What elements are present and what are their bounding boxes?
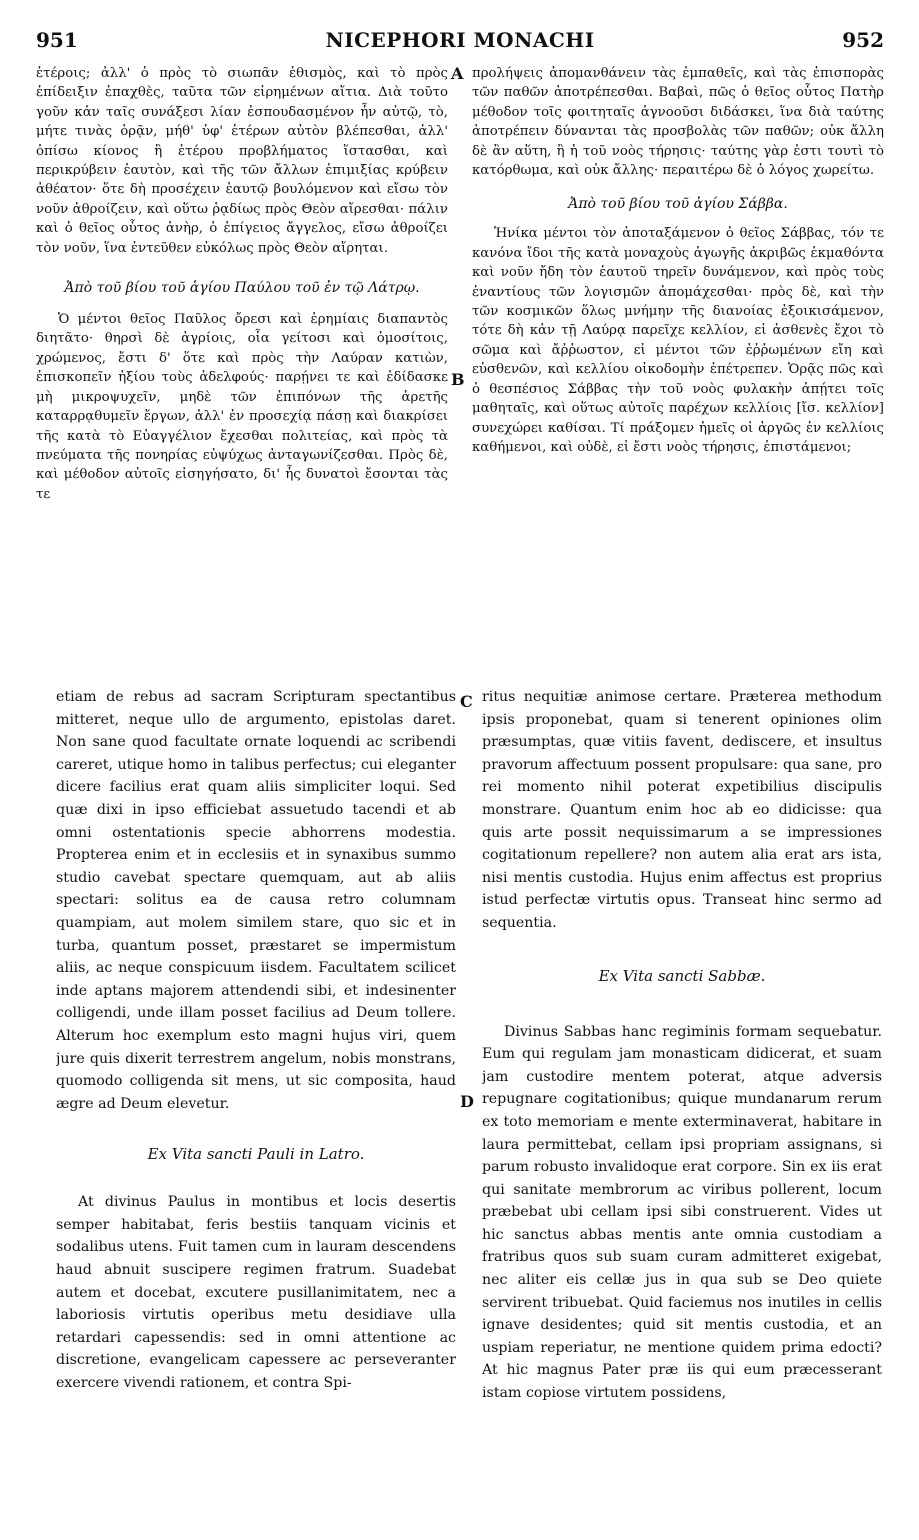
running-header xyxy=(36,28,884,58)
greek-right-paragraph-2: Ἡνίκα μέντοι τὸν ἀποταξάμενον ὁ θεῖος Σάββας, τόν τε κανόνα ἴδοι τῆς κατὰ μοναχοὺς ἀγωγῆς ἀκριβῶς ἐκμαθόντα καὶ νοῦν ἤδη τὸν ἑαυτοῦ τηρεῖν δυνάμενον, καὶ πρὸς τοὺς ἐναντίους τῶν λογισμῶν ἀπομάχεσθαι· πρὸς δὲ, καὶ τὴν τῶν κοσμικῶν ὅλως μνήμην τῆς διανοίας ἐξοικισάμενον, τότε δὴ κἀν τῇ Λαύρᾳ παρεῖχε κελλίον, εἰ ἀσθενὲς ἔχοι τὸ σῶμα καὶ ἄῤῥωστον, εἰ μέντοι τῶν ἐῤῥωμένων εἴη καὶ εὐσθενῶν, καὶ κελλίου οἰκοδομὴν ἐπέτρεπεν. Ὁρᾷς πῶς καὶ ὁ θεσπέσιος Σάββας τὴν τοῦ νοὸς φυλακὴν ἀπῄτει τοῖς μαθηταῖς, καὶ οὕτως αὐτοῖς παρέχων κελλίοις [ἴσ. κελλίον] συνεχώρει καθίσαι. Τί πράξομεν ἡμεῖς οἱ ἀργῶς ἐν κελλίοις καθήμενοι, καὶ οὐδὲ, εἰ ἔστι νοὸς τήρησις, ἐπιστάμενοι; xyxy=(472,226,884,455)
running-title: NICEPHORI MONACHI xyxy=(325,28,595,52)
latin-left-heading: Ex Vita sancti Pauli in Latro. xyxy=(147,1145,365,1164)
greek-left-paragraph-1: ἑτέροις; ἀλλ' ὁ πρὸς τὸ σιωπᾶν ἐθισμὸς, καὶ τὸ πρὸς ἐπίδειξιν ἐπαχθὲς, ταῦτα τῶν εἰρημένων αἴτια. Διὰ τοῦτο γοῦν κἀν ταῖς συνάξεσι λίαν ἐσπουδασμένον ἦν αὐτῷ, τὸ, μήτε τινὰς ὁρᾷν, μήθ' ὑφ' ἑτέρων αὐτὸν βλέπεσθαι, ἀλλ' ὀπίσω κίονος ἢ ἑτέρου προβλήματος ἵστασθαι, καὶ περικρύβειν ἑαυτὸν, καὶ τῆς τῶν ἄλλων ἐπιμιξίας κρύβειν ἀθέατον· ὅτε δὴ προσέχειν ἑαυτῷ βουλόμενον καὶ εἴσω τὸν νοῦν ἀθροίζειν, καὶ οὕτω ῥᾳδίως πρὸς Θεὸν αἴρεσθαι· πάλιν καὶ ὁ θεῖος οὗτος ἀνὴρ, ὁ ἐπίγειος ἄγγελος, εἴσω ἀθροίζει τὸν νοῦν, ἵνα ἐντεῦθεν εὐκόλως πρὸς Θεὸν αἴρηται. xyxy=(36,66,448,256)
greek-right-column xyxy=(472,64,884,624)
latin-right-column xyxy=(482,686,882,1456)
greek-right-heading: Ἀπὸ τοῦ βίου τοῦ ἁγίου Σάββα. xyxy=(568,196,788,213)
page-number-right: 952 xyxy=(842,28,884,52)
latin-left-paragraph-1: etiam de rebus ad sacram Scripturam spectantibus mitteret, neque ullo de argumento, epistolas daret. Non sane quod facultate ornate loquendi ac scribendi careret, utique homo in talibus perfectus; cui eleganter dicere facilius erat quam aliis simpliciter loqui. Sed quæ dixi in ipso efficiebat assuetudo tacendi et ab omni ostentationis specie abhorrens modestia. Propterea enim et in ecclesiis et in synaxibus summo studio cavebat spectare quemquam, aut ab aliis spectari: solitus ea de causa retro columnam quampiam, aut molem similem stare, quo sic et in turba, quantum posset, præstaret se impermistum aliis, ac neque conspicuum iisdem. Facultatem scilicet inde aptans majorem attendendi sibi, et indesinenter colligendi, unde illam posset facilius ad Deum tollere. Alterum hoc exemplum esto magni hujus viri, quem jure quis dixerit terrestrem angelum, nobis monstrans, quomodo colligenda sit mens, ut sic composita, haud ægre ad Deum elevetur. xyxy=(56,689,456,1112)
latin-left-column xyxy=(56,686,456,1456)
margin-marker-d: D xyxy=(460,1092,474,1111)
greek-left-heading: Ἀπὸ τοῦ βίου τοῦ ἁγίου Παύλου τοῦ ἐν τῷ Λάτρῳ. xyxy=(64,280,420,297)
latin-right-paragraph-2: Divinus Sabbas hanc regiminis formam sequebatur. Eum qui regulam jam monasticam didicerat, et suam jam custodire mentem poterat, atque adversis repugnare cogitationibus; quique mundanarum rerum ex toto memoriam e mente exterminaverat, habitare in laura permittebat, cellam ipsi propriam assignans, si parum robusto invalidoque erat corpore. Sin ex iis erat qui sanitate membrorum ac viribus pollerent, locum præbebat ubi cellam ipsi sibi construerent. Vides ut hic sanctus abbas mentis ante omnia custodiam a fratribus quos sub suam curam admitteret exigebat, nec aliter eis cellæ jus in qua sub se Deo quiete servirent tribuebat. Quid faciemus nos inutiles in cellis ignave desidentes; quid sit mentis custodia, et an uspiam reperiatur, ne mentione quidem prima edocti? At hic magnus Pater præ iis qui eum præcesserant istam copiose virtutem possidens, xyxy=(482,1023,882,1402)
greek-right-paragraph-1: προλήψεις ἀπομανθάνειν τὰς ἐμπαθεῖς, καὶ τὰς ἐπισπορὰς τῶν παθῶν ἀποτρέπεσθαι. Βαβαὶ, πῶς ὁ θεῖος οὗτος Πατὴρ μέθοδον τοῖς φοιτηταῖς ἀγνοοῦσι διδάσκει, ἵνα διὰ ταύτης ἀποτρέπειν δύνανται τὰς προσβολὰς τῶν παθῶν; οὐκ ἄλλη δὲ ἂν αὕτη, ἢ ἡ τοῦ νοὸς τήρησις· ταύτης γὰρ ἐστι τουτὶ τὸ κατόρθωμα, καὶ οὐκ ἄλλης· περαιτέρω δὲ ὁ λόγος χωρείτω. xyxy=(472,66,884,179)
margin-marker-c: C xyxy=(460,692,473,711)
latin-left-paragraph-2: At divinus Paulus in montibus et locis desertis semper habitabat, feris bestiis tanquam vicinis et sodalibus utens. Fuit tamen cum in lauram descendens haud abnuit suscipere regimen fratrum. Suadebat autem et docebat, excutere pusillanimitatem, nec a laboriosis virtutis operibus metu desidiave ulla retardari capessendis: sed in omni attentione ac discretione, evangelicam capessere ac perseveranter exercere vivendi rationem, et contra Spi- xyxy=(56,1194,456,1392)
latin-right-paragraph-1: ritus nequitiæ animose certare. Præterea methodum ipsis proponebat, quam si tenerent opiniones olim præsumptas, quæ vitiis favent, dediscere, et insultus pravorum affectuum possent propulsare: qua sane, pro rei momento nihil poterat expetibilius discipulis monstrare. Quantum enim hoc ab eo didicisse: qua quis arte possit nequissimarum a se impressiones cogitationum repellere? non autem alia erat ars ista, nisi mentis custodia. Hujus enim affectus est proprius istud perfectæ virtutis opus. Transeat hinc sermo ad sequentia. xyxy=(482,689,882,931)
margin-marker-a: A xyxy=(451,64,464,83)
margin-marker-b: B xyxy=(451,370,465,389)
greek-left-column xyxy=(36,64,448,662)
latin-right-heading: Ex Vita sancti Sabbæ. xyxy=(598,966,766,985)
page-number-left: 951 xyxy=(36,28,78,52)
greek-left-paragraph-2: Ὁ μέντοι θεῖος Παῦλος ὄρεσι καὶ ἐρημίαις διαπαντὸς διητᾶτο· θηρσὶ δὲ ἀγρίοις, οἷα γείτοσι καὶ ὁμοσίτοις, χρώμενος, ἔστι δ' ὅτε καὶ πρὸς τὴν Λαύραν κατιὼν, ἐπισκοπεῖν ἠξίου τοὺς ἀδελφούς· παρῄνει τε καὶ ἐδίδασκε μὴ μικροψυχεῖν, μηδὲ τῶν ἐπιπόνων τῆς ἀρετῆς καταρρᾳθυμεῖν ἔργων, ἀλλ' ἐν προσεχίᾳ πάσῃ καὶ διακρίσει τῆς κατὰ τὸ Εὐαγγέλιον ἔχεσθαι πολιτείας, καὶ πρὸς τὰ πνεύματα τῆς πονηρίας εὐψύχως ἀνταγωνίζεσθαι. Πρὸς δὲ, καὶ μέθοδον αὐτοῖς εἰσηγήσατο, δι' ἧς δυνατοὶ ἔσονται τὰς τε xyxy=(36,312,448,502)
